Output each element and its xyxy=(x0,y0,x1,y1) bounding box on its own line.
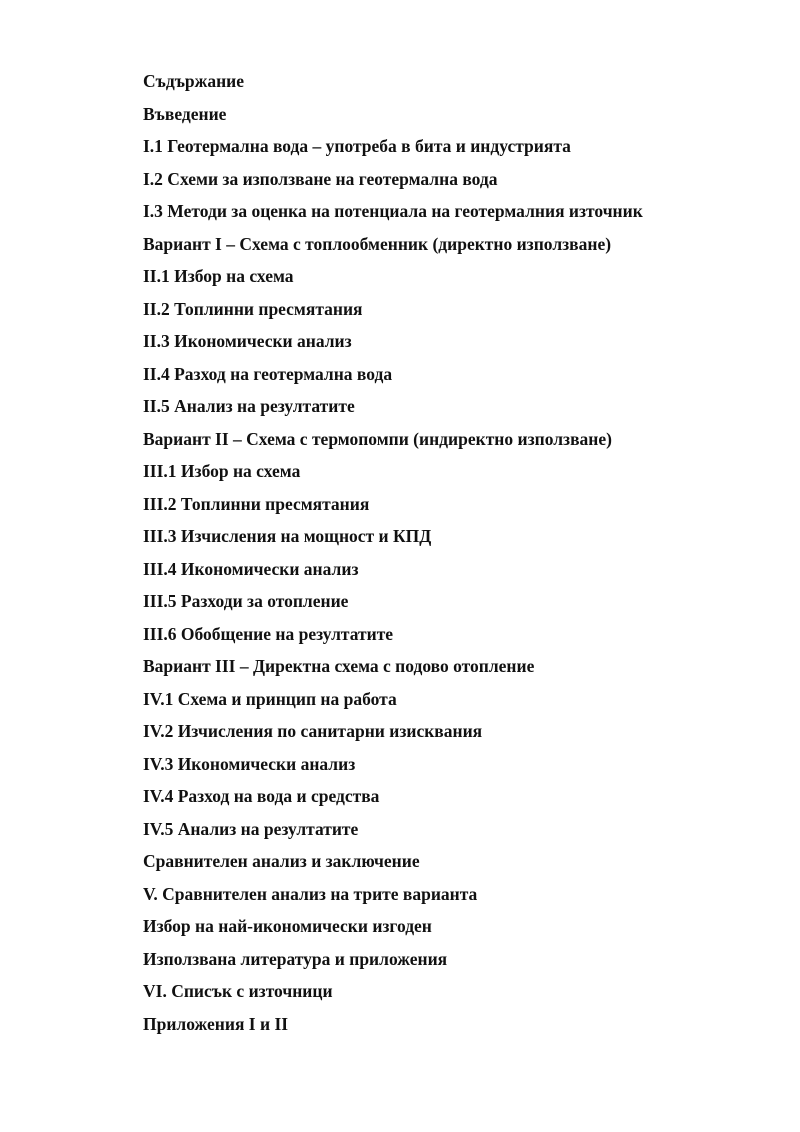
toc-entry: Въведение xyxy=(143,103,227,124)
toc-entry: I.3 Методи за оценка на потенциала на геотермалния източник xyxy=(143,201,643,221)
toc-entry: Вариант II – Схема с термопомпи (индиректно използване) xyxy=(143,428,612,449)
toc-entry: III.5 Разходи за отопление xyxy=(143,591,349,611)
toc-entry: II.3 Икономически анализ xyxy=(143,331,352,351)
toc-entry: IV.5 Анализ на резултатите xyxy=(143,818,359,839)
toc-entry: III.1 Избор на схема xyxy=(143,461,301,481)
toc-entry: II.1 Избор на схема xyxy=(143,266,294,286)
toc-entry: III.3 Изчисления на мощност и КПД xyxy=(143,526,432,546)
toc-entry: IV.3 Икономически анализ xyxy=(143,753,356,774)
toc-entry: Вариант I – Схема с топлообменник (директно използване) xyxy=(143,233,612,254)
toc-entry: VI. Списък с източници xyxy=(143,981,333,1001)
toc-title: Съдържание xyxy=(143,71,245,91)
toc-entry: III.2 Топлинни пресмятания xyxy=(143,493,370,514)
toc-entry: II.2 Топлинни пресмятания xyxy=(143,298,363,319)
toc-entry: Вариант III – Директна схема с подово отопление xyxy=(143,656,535,676)
toc-entry: V. Сравнителен анализ на трите варианта xyxy=(143,883,478,904)
toc-entry: I.1 Геотермална вода – употреба в бита и индустрията xyxy=(143,136,571,156)
toc-entry: IV.2 Изчисления по санитарни изисквания xyxy=(143,721,483,741)
toc-entry: Използвана литература и приложения xyxy=(143,948,448,969)
toc-entry: III.4 Икономически анализ xyxy=(143,558,359,579)
toc-entry: II.5 Анализ на резултатите xyxy=(143,396,355,416)
toc-entry: IV.4 Разход на вода и средства xyxy=(143,786,380,806)
toc-entry: IV.1 Схема и принцип на работа xyxy=(143,688,397,709)
table-of-contents xyxy=(143,65,643,1040)
toc-entry: Избор на най-икономически изгоден xyxy=(143,916,432,936)
toc-entry: III.6 Обобщение на резултатите xyxy=(143,623,394,644)
toc-entry: I.2 Схеми за използване на геотермална вода xyxy=(143,168,498,189)
toc-entry: Приложения I и II xyxy=(143,1013,289,1034)
toc-entry: Сравнителен анализ и заключение xyxy=(143,851,420,871)
toc-entry: II.4 Разход на геотермална вода xyxy=(143,363,393,384)
